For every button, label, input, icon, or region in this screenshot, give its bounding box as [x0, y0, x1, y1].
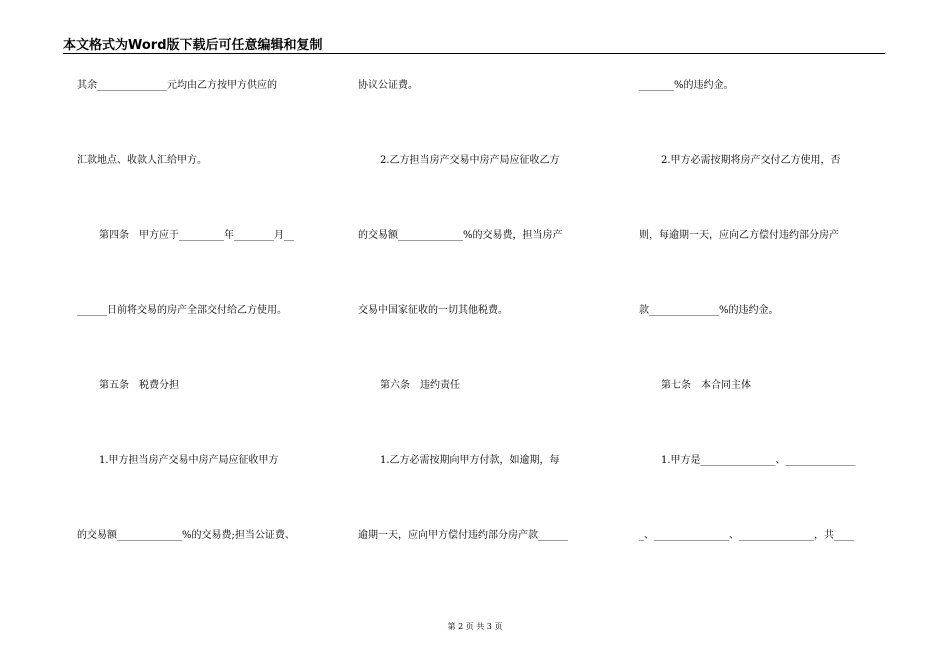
clause-line: 2.甲方必需按期将房产交付乙方使用，否 [661, 155, 841, 166]
page-number-footer: 第 2 页 共 3 页 [447, 622, 503, 631]
paragraph-line: _、_______________、_______________，共____ [639, 530, 854, 541]
paragraph-line: 其余______________元均由乙方按甲方供应的 [77, 80, 277, 91]
paragraph-line: 协议公证费。 [358, 80, 418, 91]
document-header-title: 本文格式为Word版下载后可任意编辑和复制 [63, 38, 323, 53]
article-heading-line: 第四条 甲方应于_________年________月__ [99, 230, 294, 241]
paragraph-line: 款______________%的违约金。 [639, 305, 779, 316]
clause-line: 2.乙方担当房产交易中房产局应征收乙方 [380, 155, 560, 166]
paragraph-line: 则，每逾期一天，应向乙方偿付违约部分房产 [639, 230, 839, 241]
header-divider [63, 53, 885, 54]
article-heading: 第五条 税费分担 [99, 380, 179, 391]
paragraph-line: 逾期一天，应向甲方偿付违约部分房产款______ [358, 530, 568, 541]
clause-line: 1.甲方担当房产交易中房产局应征收甲方 [99, 455, 279, 466]
paragraph-line: 的交易额_____________%的交易费;担当公证费、 [77, 530, 295, 541]
clause-line: 1.乙方必需按期向甲方付款，如逾期，每 [380, 455, 560, 466]
paragraph-line: 交易中国家征收的一切其他税费。 [358, 305, 508, 316]
clause-line: 1.甲方是_______________、______________ [661, 455, 856, 466]
paragraph-line: ______日前将交易的房产全部交付给乙方使用。 [77, 305, 287, 316]
paragraph-line: _______%的违约金。 [639, 80, 734, 91]
paragraph-line: 汇款地点、收款人汇给甲方。 [77, 155, 207, 166]
article-heading: 第七条 本合同主体 [661, 380, 751, 391]
paragraph-line: 的交易额_____________%的交易费，担当房产 [358, 230, 563, 241]
article-heading: 第六条 违约责任 [380, 380, 460, 391]
